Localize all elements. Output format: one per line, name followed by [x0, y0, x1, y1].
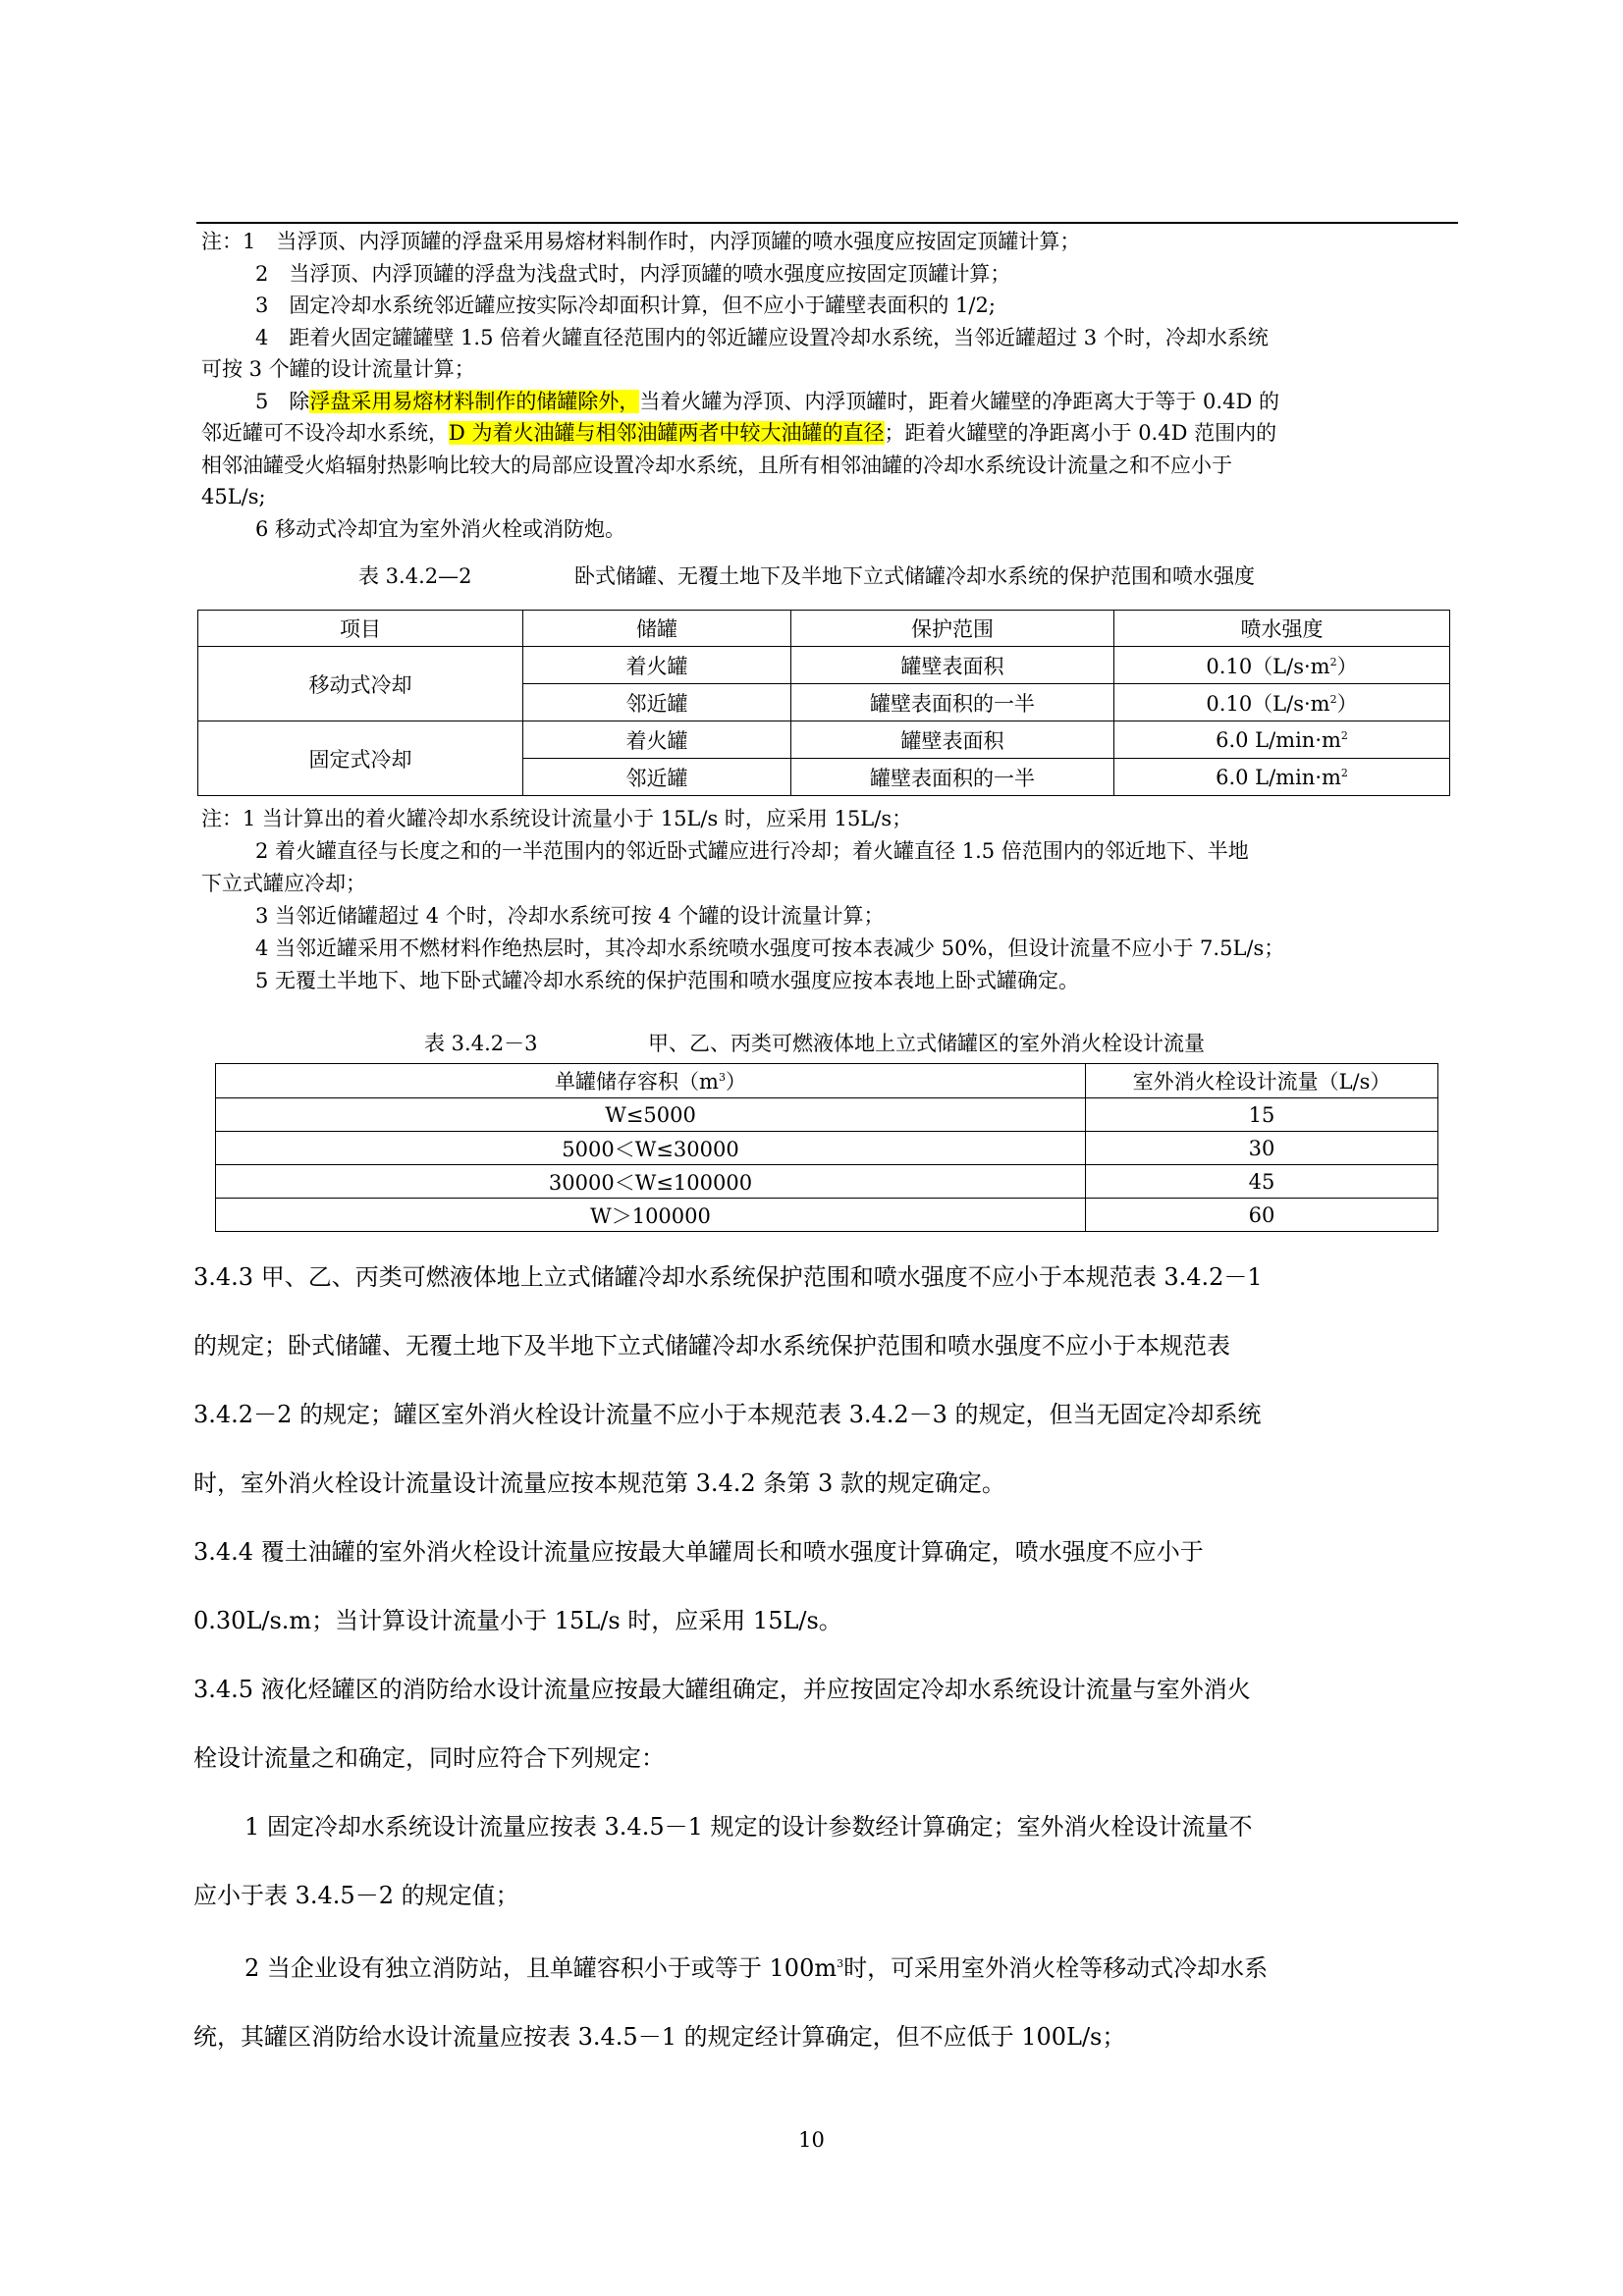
- note-line: 2 当浮顶、内浮顶罐的浮盘为浅盘式时，内浮顶罐的喷水强度应按固定顶罐计算；: [255, 261, 1011, 286]
- note-line: 可按 3 个罐的设计流量计算；: [201, 357, 475, 381]
- clause-3-4-5: 3.4.5 液化烃罐区的消防给水设计流量应按最大罐组确定，并应按固定冷却水系统设计流量与室外消火: [193, 1676, 1251, 1703]
- table-header-cell: 单罐储存容积$(m^3)$: [216, 1064, 1086, 1098]
- table-cell: 6.0 $L/\min\cdot m^2$: [1114, 721, 1450, 759]
- page-number: 10: [798, 2128, 825, 2152]
- table-cooling-range: [197, 610, 1450, 796]
- note-line: 4 当邻近罐采用不燃材料作绝热层时，其冷却水系统喷水强度可按本表减少 50%，但设计流量不应小于 7.5L/s；: [255, 936, 1285, 960]
- table-cell: 5000＜W≤30000: [216, 1132, 1086, 1165]
- clause-3-4-3: 3.4.2－2 的规定；罐区室外消火栓设计流量不应小于本规范表 3.4.2－3 的规定，但当无固定冷却系统: [193, 1401, 1262, 1428]
- note-line: 6 移动式冷却宜为室外消火栓或消防炮。: [255, 516, 626, 541]
- table-cell: 6.0 $L/\min\cdot m^2$: [1114, 759, 1450, 796]
- clause-item-1: 应小于表 3.4.5－2 的规定值；: [193, 1882, 519, 1909]
- table-header-cell: 项目: [198, 611, 523, 647]
- note-line: 注：1 当浮顶、内浮顶罐的浮盘采用易熔材料制作时，内浮顶罐的喷水强度应按固定顶罐计算；: [201, 230, 1081, 253]
- table-header-cell: 室外消火栓设计流量（L/s）: [1086, 1064, 1438, 1098]
- note-text: 5 除: [255, 389, 310, 413]
- clause-item-1: 1 固定冷却水系统设计流量应按表 3.4.5－1 规定的设计参数经计算确定；室外消火栓设计流量不: [244, 1813, 1253, 1841]
- clause-3-4-3: 3.4.3 甲、乙、丙类可燃液体地上立式储罐冷却水系统保护范围和喷水强度不应小于本规范表 3.4.2－1: [193, 1263, 1263, 1291]
- clause-3-4-3: 的规定；卧式储罐、无覆土地下及半地下立式储罐冷却水系统保护范围和喷水强度不应小于本规范表: [193, 1332, 1230, 1360]
- table-cell: 罐壁表面积: [791, 721, 1114, 759]
- table-cell: 邻近罐: [523, 684, 791, 721]
- note-line: [201, 417, 1453, 450]
- notes-block-2: [201, 803, 1453, 997]
- body-text: [193, 1243, 1460, 2071]
- table-cell: W＞100000: [216, 1199, 1086, 1232]
- notes-block-1: [201, 226, 1453, 545]
- clause-item-2: 2 当企业设有独立消防站，且单罐容积小于或等于 $100m^3$时，可采用室外消火栓等移动式冷却水系: [244, 1954, 1269, 1982]
- note-line: 2 着火罐直径与长度之和的一半范围内的邻近卧式罐应进行冷却；着火罐直径 1.5 倍范围内的邻近地下、半地: [255, 839, 1249, 863]
- clause-3-4-4: 3.4.4 覆土油罐的室外消火栓设计流量应按最大单罐周长和喷水强度计算确定，喷水强度不应小于: [193, 1538, 1204, 1566]
- table-cell: 45: [1086, 1165, 1438, 1199]
- highlighted-text: D 为着火油罐与相邻油罐两者中较大油罐的直径: [449, 421, 885, 445]
- table-cell: 着火罐: [523, 647, 791, 684]
- table-group-cell: 固定式冷却: [198, 721, 523, 796]
- table-caption-number: 表 3.4.2—2: [358, 564, 472, 588]
- highlighted-text: 浮盘采用易熔材料制作的储罐除外，: [309, 389, 640, 413]
- table-cell: 罐壁表面积: [791, 647, 1114, 684]
- table-group-cell: 移动式冷却: [198, 647, 523, 721]
- table-cell: 着火罐: [523, 721, 791, 759]
- table-cell: $0.10(L/s\cdot m^2)$: [1114, 647, 1450, 684]
- note-line: 3 当邻近储罐超过 4 个时，冷却水系统可按 4 个罐的设计流量计算；: [255, 904, 885, 928]
- note-line: 相邻油罐受火焰辐射热影响比较大的局部应设置冷却水系统，且所有相邻油罐的冷却水系统设计流量之和不应小于: [201, 453, 1232, 477]
- top-rule: [196, 222, 1458, 224]
- table-caption-number: 表 3.4.2－3: [424, 1032, 538, 1055]
- note-line: 3 固定冷却水系统邻近罐应按实际冷却面积计算，但不应小于罐壁表面积的 1/2;: [255, 294, 996, 317]
- note-line: 4 距着火固定罐罐壁 1.5 倍着火罐直径范围内的邻近罐应设置冷却水系统，当邻近罐超过 3 个时，冷却水系统: [255, 325, 1269, 349]
- note-line: 注：1 当计算出的着火罐冷却水系统设计流量小于 15L/s 时，应采用 15L/s；: [201, 807, 913, 830]
- table-header-cell: 喷水强度: [1114, 611, 1450, 647]
- table-hydrant-flow: [215, 1063, 1438, 1232]
- table-cell: 15: [1086, 1098, 1438, 1132]
- table-cell: 罐壁表面积的一半: [791, 759, 1114, 796]
- table-cell: 罐壁表面积的一半: [791, 684, 1114, 721]
- clause-item-2: 统，其罐区消防给水设计流量应按表 3.4.5－1 的规定经计算确定，但不应低于 100L/s；: [193, 2023, 1126, 2051]
- note-text: ；距着火罐壁的净距离小于 0.4D 范围内的: [884, 421, 1277, 445]
- table-cell: 60: [1086, 1199, 1438, 1232]
- table-cell: $0.10(L/s\cdot m^2)$: [1114, 684, 1450, 721]
- table-caption-title: 卧式储罐、无覆土地下及半地下立式储罐冷却水系统的保护范围和喷水强度: [574, 564, 1255, 588]
- note-line: [201, 386, 1453, 418]
- note-text: 邻近罐可不设冷却水系统，: [201, 421, 449, 445]
- table-caption-title: 甲、乙、丙类可燃液体地上立式储罐区的室外消火栓设计流量: [648, 1032, 1205, 1055]
- clause-3-4-3: 时，室外消火栓设计流量设计流量应按本规范第 3.4.2 条第 3 款的规定确定。: [193, 1469, 1005, 1497]
- table-cell: W≤5000: [216, 1098, 1086, 1132]
- table-cell: 邻近罐: [523, 759, 791, 796]
- table-header-cell: 保护范围: [791, 611, 1114, 647]
- note-line: 下立式罐应冷却；: [201, 872, 366, 895]
- note-line: 45L/s;: [201, 485, 266, 508]
- table-header-cell: 储罐: [523, 611, 791, 647]
- note-text: 当着火罐为浮顶、内浮顶罐时，距着火罐壁的净距离大于等于 0.4D 的: [639, 389, 1279, 413]
- note-line: 5 无覆土半地下、地下卧式罐冷却水系统的保护范围和喷水强度应按本表地上卧式罐确定。: [255, 969, 1080, 992]
- clause-3-4-5: 栓设计流量之和确定，同时应符合下列规定：: [193, 1744, 665, 1772]
- table-cell: 30: [1086, 1132, 1438, 1165]
- table-cell: 30000＜W≤100000: [216, 1165, 1086, 1199]
- clause-3-4-4: 0.30L/s.m；当计算设计流量小于 15L/s 时，应采用 15L/s。: [193, 1607, 842, 1634]
